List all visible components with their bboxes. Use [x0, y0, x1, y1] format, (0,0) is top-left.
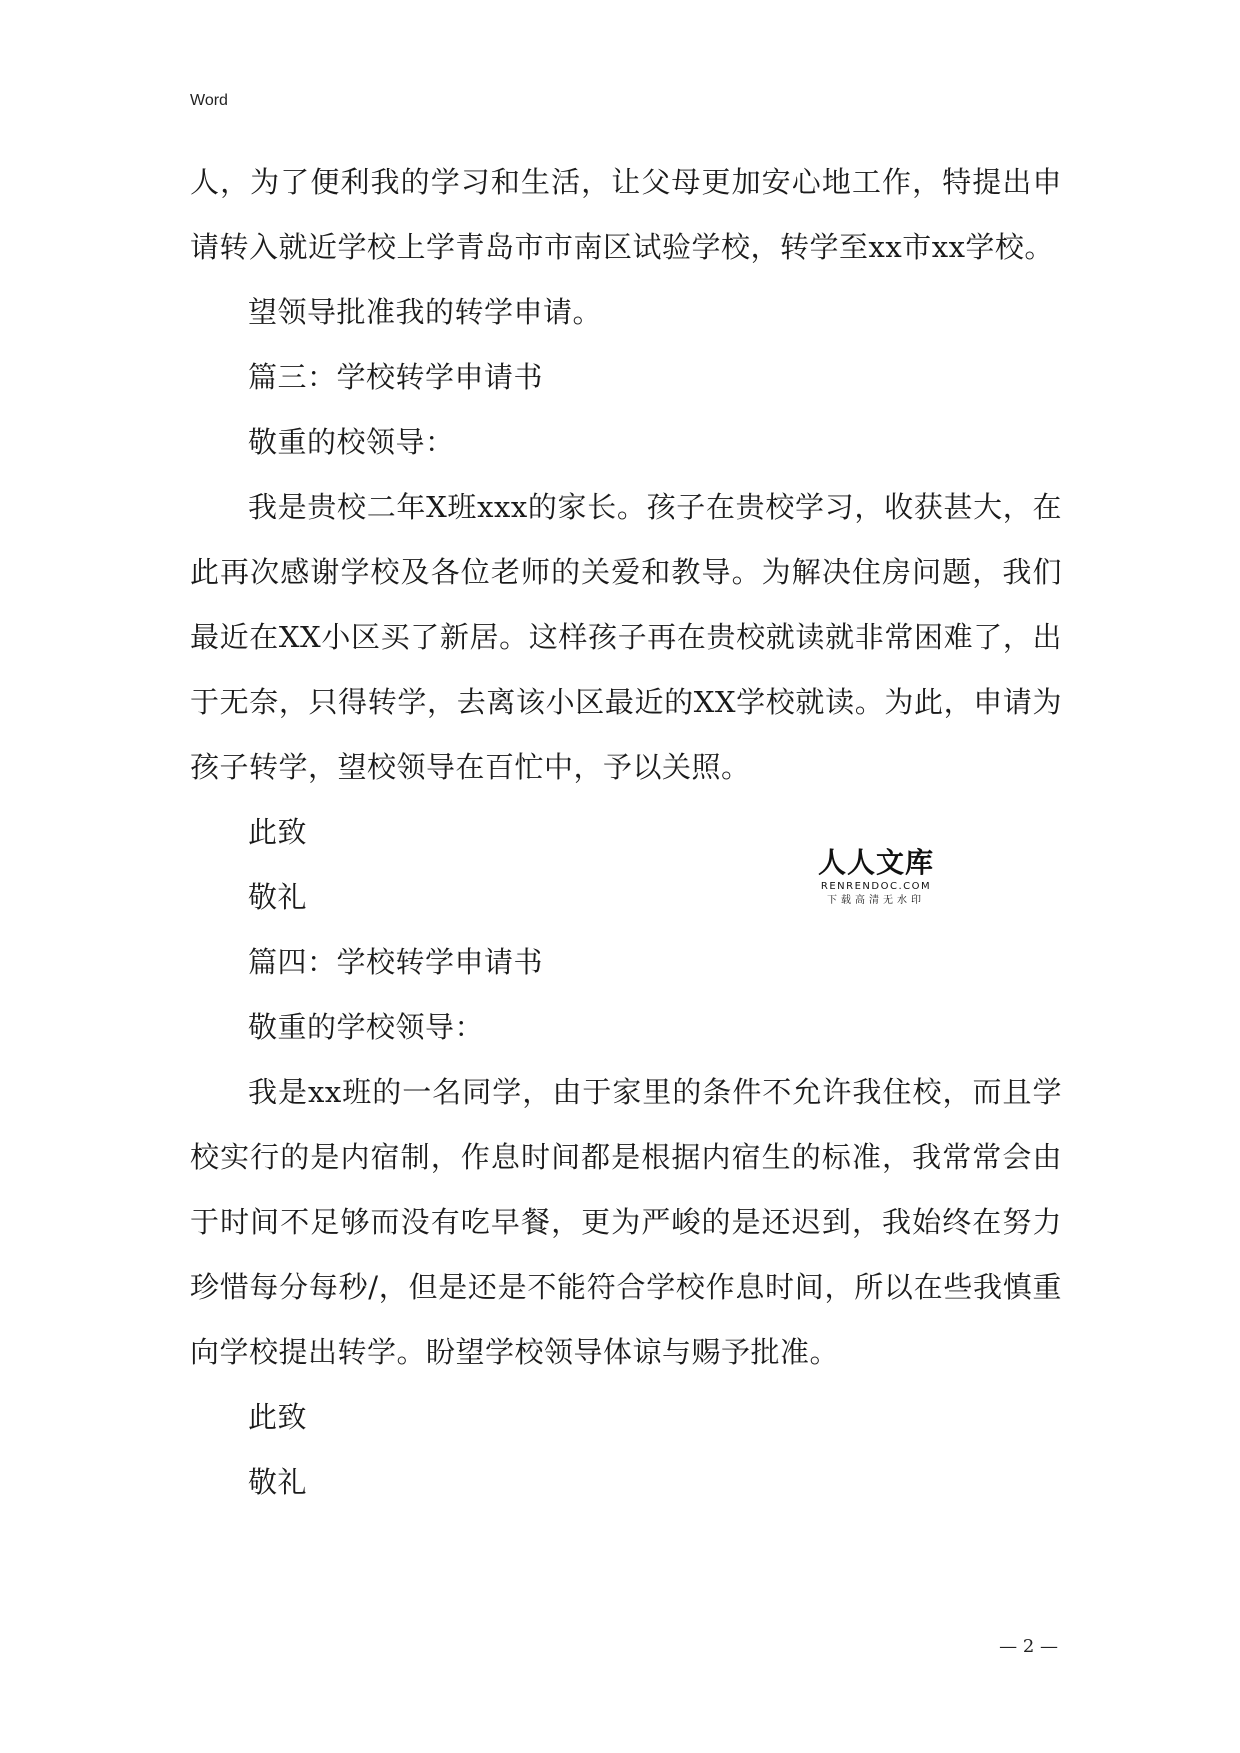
- closing-jingli-3: 敬礼: [248, 880, 308, 914]
- paragraph-1: 人，为了便利我的学习和生活，让父母更加安心地工作，特提出申请转入就近学校上学青岛市市南区试验学校，转学至xx市xx学校。: [190, 165, 1062, 264]
- document-header-label: Word: [190, 92, 228, 109]
- closing-cizhi-4: 此致: [248, 1400, 308, 1434]
- watermark-url: RENRENDOC.COM: [820, 881, 932, 892]
- watermark-subtitle: 下载高清无水印: [827, 895, 925, 906]
- closing-cizhi-3: 此致: [248, 815, 308, 849]
- section-heading-3: 篇三：学校转学申请书: [248, 360, 544, 394]
- paragraph-body-4: 我是xx班的一名同学，由于家里的条件不允许我住校，而且学校实行的是内宿制，作息时间都是根据内宿生的标准，我常常会由于时间不足够而没有吃早餐，更为严峻的是还迟到，我始终在努力珍惜每分每秒/，但是还是不能符合学校作息时间，所以在些我慎重向学校提出转学。盼望学校领导体谅与赐予批准。: [190, 1075, 1062, 1369]
- page-number: — 2 —: [999, 1636, 1058, 1657]
- document-body: [190, 150, 1062, 1515]
- watermark-logo: [812, 846, 940, 908]
- salutation-4: 敬重的学校领导：: [248, 1010, 485, 1044]
- watermark-title: 人人文库: [817, 846, 934, 879]
- section-heading-4: 篇四：学校转学申请书: [248, 945, 544, 979]
- salutation-3: 敬重的校领导：: [248, 425, 455, 459]
- paragraph-2: 望领导批准我的转学申请。: [248, 295, 603, 329]
- closing-jingli-4: 敬礼: [248, 1465, 308, 1499]
- paragraph-body-3: 我是贵校二年X班xxx的家长。孩子在贵校学习，收获甚大，在此再次感谢学校及各位老师的关爱和教导。为解决住房问题，我们最近在XX小区买了新居。这样孩子再在贵校就读就非常困难了，出于无奈，只得转学，去离该小区最近的XX学校就读。为此，申请为孩子转学，望校领导在百忙中，予以关照。: [190, 490, 1062, 784]
